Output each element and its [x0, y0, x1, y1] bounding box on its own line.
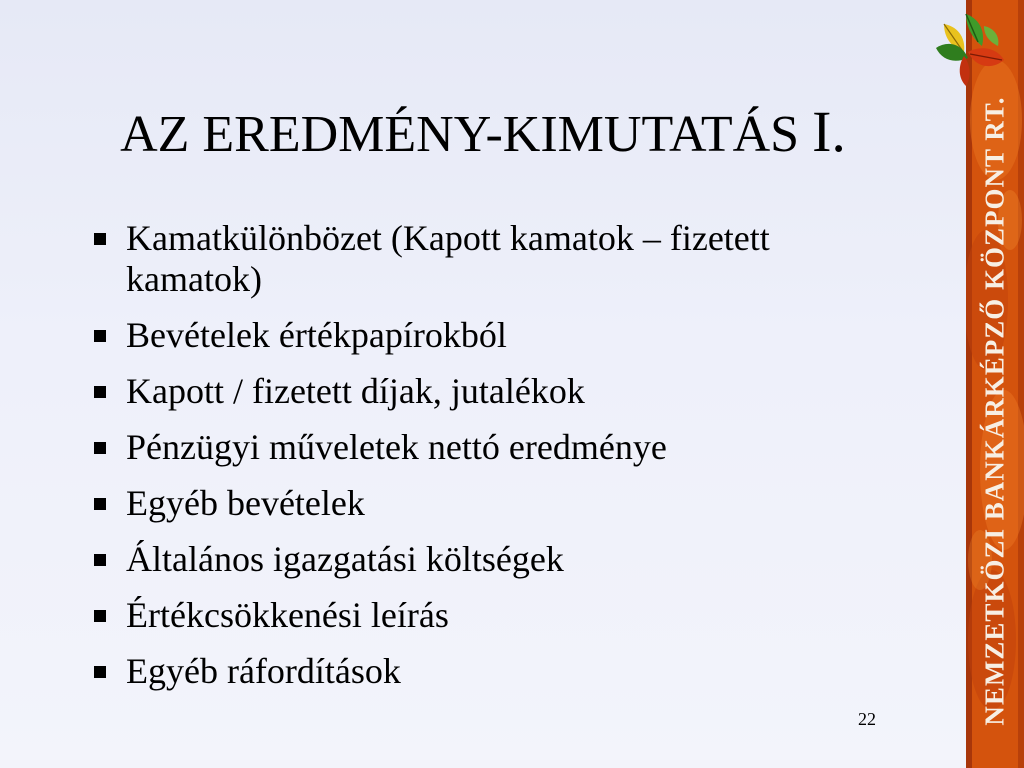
slide-title: [0, 100, 966, 167]
bullet-item: [90, 218, 890, 300]
slide-title-suffix: I.: [812, 99, 846, 164]
bullet-item: [90, 651, 890, 692]
leaves-logo-icon: [926, 6, 1010, 90]
square-bullet-icon: [94, 554, 106, 566]
bullet-text: Egyéb ráfordítások: [126, 651, 401, 691]
bullet-list: [90, 218, 890, 707]
bullet-item: [90, 315, 890, 356]
square-bullet-icon: [94, 666, 106, 678]
bullet-text: Pénzügyi műveletek nettó eredménye: [126, 427, 667, 467]
square-bullet-icon: [94, 498, 106, 510]
bullet-text: Egyéb bevételek: [126, 483, 365, 523]
bullet-text: Értékcsökkenési leírás: [126, 595, 449, 635]
square-bullet-icon: [94, 330, 106, 342]
bullet-item: [90, 483, 890, 524]
bullet-text: Kapott / fizetett díjak, jutalékok: [126, 371, 585, 411]
bullet-text: Bevételek értékpapírokból: [126, 315, 507, 355]
bullet-text: Kamatkülönbözet (Kapott kamatok – fizetett kamatok): [126, 218, 770, 299]
brand-sidebar: [966, 0, 1024, 768]
bullet-item: [90, 595, 890, 636]
page-number: 22: [858, 709, 876, 729]
bullet-item: [90, 539, 890, 580]
square-bullet-icon: [94, 610, 106, 622]
square-bullet-icon: [94, 386, 106, 398]
square-bullet-icon: [94, 442, 106, 454]
slide-title-main: AZ EREDMÉNY-KIMUTATÁS: [120, 106, 800, 163]
square-bullet-icon: [94, 233, 106, 245]
bullet-item: [90, 371, 890, 412]
bullet-item: [90, 427, 890, 468]
sidebar-brand-text: NEMZETKÖZI BANKÁRKÉPZŐ KÖZPONT RT.: [979, 96, 1010, 726]
bullet-text: Általános igazgatási költségek: [126, 539, 564, 579]
